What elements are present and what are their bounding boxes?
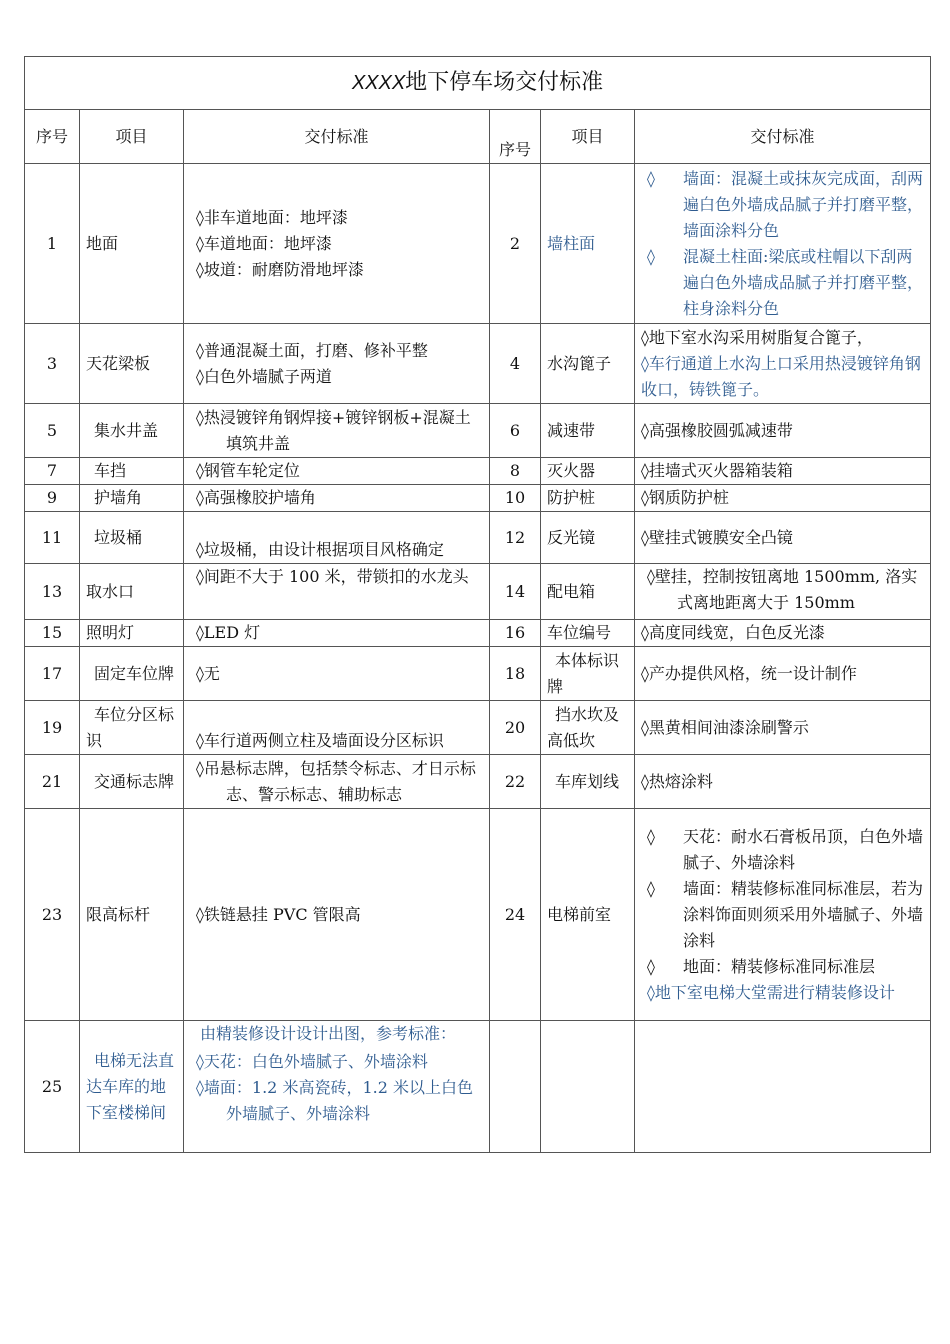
header-item: 项目: [80, 110, 184, 164]
item-cell: 减速带: [541, 404, 635, 458]
standard-line: 由精装修设计设计出图，参考标准：: [200, 1024, 457, 1043]
standard-line: ◊地下室水沟采用树脂复合篦子，: [641, 327, 873, 347]
standard-cell: ◊吊悬标志牌，包括禁令标志、才日示标志、警示标志、辅助标志: [184, 755, 490, 809]
standard-cell: ◊热浸镀锌角钢焊接+镀锌钢板+混凝土填筑井盖: [184, 404, 490, 458]
empty-cell: [541, 1021, 635, 1153]
standard-cell: ◊车行道两侧立柱及墙面设分区标识: [184, 701, 490, 755]
item-cell: 天花梁板: [80, 324, 184, 404]
standard-cell: ◊黑黄相间油漆涂刷警示: [635, 701, 931, 755]
item-cell: 护墙角: [80, 485, 184, 512]
item-cell: 取水口: [80, 564, 184, 620]
table-row: [25, 458, 931, 485]
standard-cell: ◊产办提供风格，统一设计制作: [635, 647, 931, 701]
table-row: [25, 512, 931, 564]
standard-cell: ◊高强橡胶圆弧减速带: [635, 404, 931, 458]
standard-cell: ◊挂墙式灭火器箱装箱: [635, 458, 931, 485]
standard-cell: ◊高度同线宽，白色反光漆: [635, 620, 931, 647]
item-cell: 垃圾桶: [80, 512, 184, 564]
item-cell: 电梯无法直达车库的地下室楼梯间: [80, 1021, 184, 1153]
seq-cell: 1: [25, 164, 80, 324]
seq-cell: 12: [490, 512, 541, 564]
standard-line: ◊普通混凝土面，打磨、修补平整: [196, 340, 428, 360]
seq-cell: 2: [490, 164, 541, 324]
standard-cell: ◊间距不大于 100 米，带锁扣的水龙头: [184, 564, 490, 620]
table-row: [25, 809, 931, 1021]
seq-cell: 10: [490, 485, 541, 512]
standard-line: ◊ 墙面：精装修标准同标准层，若为涂料饰面则须采用外墙腻子、外墙涂料: [647, 878, 924, 950]
seq-cell: 6: [490, 404, 541, 458]
header-row: [25, 110, 931, 164]
seq-cell: 18: [490, 647, 541, 701]
standard-cell: [635, 164, 931, 324]
seq-cell: 17: [25, 647, 80, 701]
seq-cell: 16: [490, 620, 541, 647]
item-cell: 交通标志牌: [80, 755, 184, 809]
standard-cell: ◊钢管车轮定位: [184, 458, 490, 485]
item-cell: 防护桩: [541, 485, 635, 512]
seq-cell: 8: [490, 458, 541, 485]
table-row: [25, 1021, 931, 1153]
header-seq: 序号: [25, 110, 80, 164]
standard-cell: ◊壁挂式镀膜安全凸镜: [635, 512, 931, 564]
standard-line: ◊天花：白色外墙腻子、外墙涂料: [196, 1052, 428, 1071]
standard-cell: ◊壁挂，控制按钮离地 1500mm, 洛实式离地距离大于 150mm: [635, 564, 931, 620]
item-cell: 电梯前室: [541, 809, 635, 1021]
table-row: [25, 324, 931, 404]
seq-cell: 3: [25, 324, 80, 404]
standard-cell: ◊无: [184, 647, 490, 701]
seq-cell: 14: [490, 564, 541, 620]
seq-cell: 25: [25, 1021, 80, 1153]
item-cell: 灭火器: [541, 458, 635, 485]
empty-cell: [490, 1021, 541, 1153]
header-item: 项目: [541, 110, 635, 164]
standard-cell: ◊热熔涂料: [635, 755, 931, 809]
table-row: [25, 164, 931, 324]
item-cell: 照明灯: [80, 620, 184, 647]
standard-cell: ◊高强橡胶护墙角: [184, 485, 490, 512]
title-row: [25, 57, 931, 110]
table-row: [25, 620, 931, 647]
standard-cell: ◊LED 灯: [184, 620, 490, 647]
item-cell: 固定车位牌: [80, 647, 184, 701]
table-row: [25, 755, 931, 809]
standard-line: ◊坡道：耐磨防滑地坪漆: [196, 259, 364, 279]
page-title: XXXX地下停车场交付标准: [25, 57, 931, 110]
standard-cell: [184, 1021, 490, 1153]
standard-line: ◊ 混凝土柱面:梁底或柱帽以下刮两遍白色外墙成品腻子并打磨平整，柱身涂料分色: [647, 246, 924, 318]
item-cell: 车挡: [80, 458, 184, 485]
standard-cell: [184, 324, 490, 404]
item-cell: 墙柱面: [541, 164, 635, 324]
standard-cell: ◊铁链悬挂 PVC 管限高: [184, 809, 490, 1021]
header-seq: 序号: [490, 110, 541, 164]
standard-line: ◊白色外墙腻子两道: [196, 366, 332, 386]
item-cell: 限高标杆: [80, 809, 184, 1021]
standard-line: ◊ 地面：精装修标准同标准层: [647, 956, 876, 976]
item-cell: 车位分区标识: [80, 701, 184, 755]
standard-line: ◊墙面：1.2 米高瓷砖，1.2 米以上白色外墙腻子、外墙涂料: [196, 1078, 473, 1123]
seq-cell: 13: [25, 564, 80, 620]
standard-line: ◊地下室电梯大堂需进行精装修设计: [647, 982, 895, 1002]
seq-cell: 4: [490, 324, 541, 404]
standard-line: ◊车道地面：地坪漆: [196, 233, 332, 253]
item-cell: 挡水坎及高低坎: [541, 701, 635, 755]
seq-cell: 9: [25, 485, 80, 512]
item-cell: 车库划线: [541, 755, 635, 809]
item-cell: 反光镜: [541, 512, 635, 564]
table-row: [25, 404, 931, 458]
standard-line: ◊非车道地面：地坪漆: [196, 207, 348, 227]
seq-cell: 5: [25, 404, 80, 458]
seq-cell: 19: [25, 701, 80, 755]
seq-cell: 20: [490, 701, 541, 755]
item-cell: 地面: [80, 164, 184, 324]
header-standard: 交付标准: [184, 110, 490, 164]
standard-cell: [635, 324, 931, 404]
seq-cell: 24: [490, 809, 541, 1021]
standard-cell: ◊钢质防护桩: [635, 485, 931, 512]
seq-cell: 11: [25, 512, 80, 564]
item-cell: 配电箱: [541, 564, 635, 620]
standard-line: ◊ 墙面：混凝土或抹灰完成面，刮两遍白色外墙成品腻子并打磨平整，墙面涂料分色: [647, 168, 924, 240]
item-cell: 本体标识牌: [541, 647, 635, 701]
table-row: [25, 701, 931, 755]
standard-line: ◊ 天花：耐水石膏板吊顶，白色外墙腻子、外墙涂料: [647, 826, 924, 872]
table-row: [25, 647, 931, 701]
header-standard: 交付标准: [635, 110, 931, 164]
seq-cell: 23: [25, 809, 80, 1021]
seq-cell: 22: [490, 755, 541, 809]
seq-cell: 15: [25, 620, 80, 647]
table-row: [25, 485, 931, 512]
table-row: [25, 564, 931, 620]
standard-line: ◊车行通道上水沟上口采用热浸镀锌角钢收口，铸铁篦子。: [641, 353, 921, 399]
empty-cell: [635, 1021, 931, 1153]
item-cell: 水沟篦子: [541, 324, 635, 404]
seq-cell: 21: [25, 755, 80, 809]
seq-cell: 7: [25, 458, 80, 485]
standard-cell: [635, 809, 931, 1021]
item-cell: 车位编号: [541, 620, 635, 647]
standard-cell: [184, 164, 490, 324]
delivery-standard-table: [24, 56, 931, 1153]
item-cell: 集水井盖: [80, 404, 184, 458]
standard-cell: ◊垃圾桶，由设计根据项目风格确定: [184, 512, 490, 564]
